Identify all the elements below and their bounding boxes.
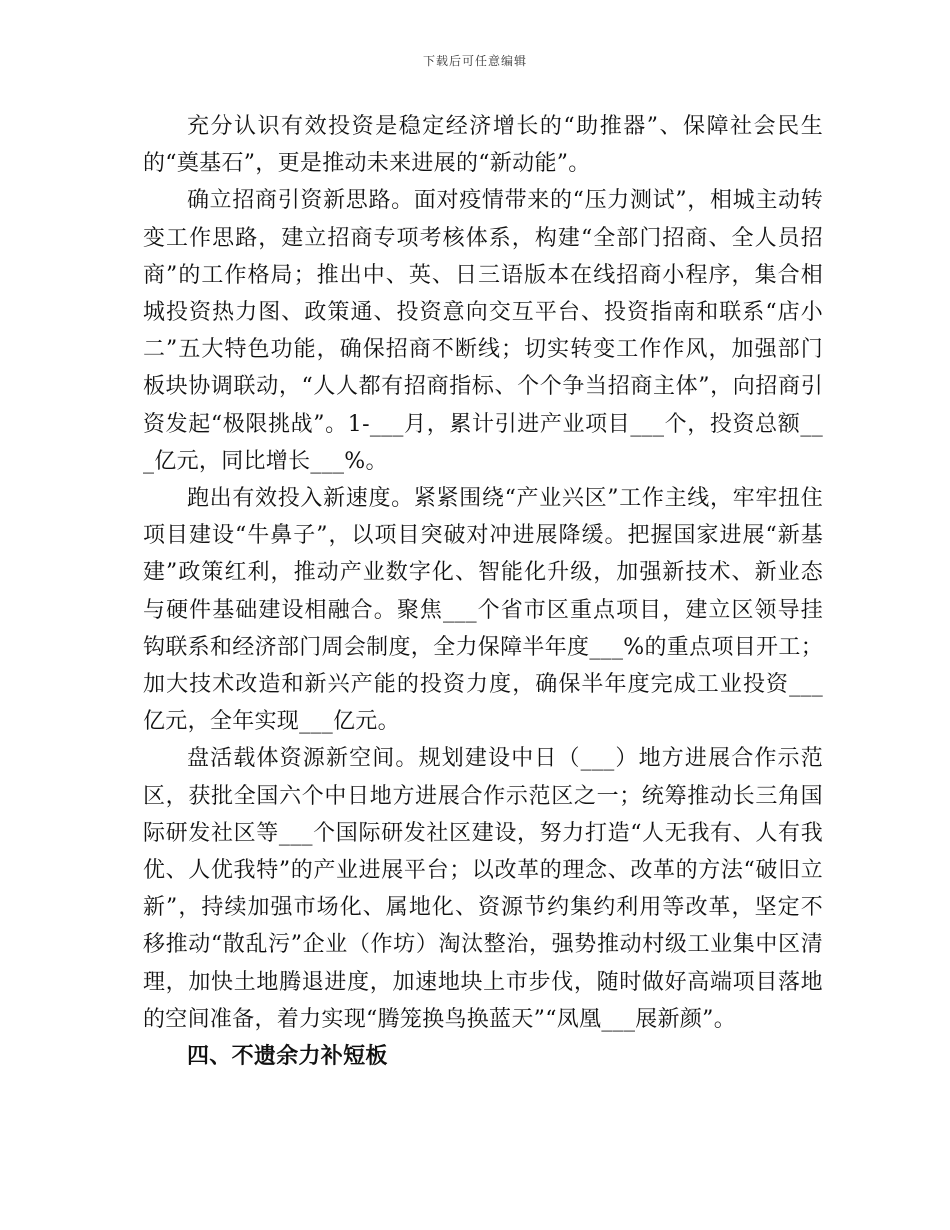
page-header: 下载后可任意编辑 bbox=[422, 54, 527, 68]
document-body bbox=[143, 108, 823, 1075]
section-heading: 四、不遗余力补短板 bbox=[187, 1043, 388, 1070]
paragraph-investment-intro: 充分认识有效投资是稳定经济增长的“助推器”、保障社会民生的“奠基石”，更是推动未来进展的“新动能”。 bbox=[143, 114, 823, 177]
paragraph-investment-strategy: 确立招商引资新思路。面对疫情带来的“压力测试”，相城主动转变工作思路，建立招商专项考核体系，构建“全部门招商、全人员招商”的工作格局；推出中、英、日三语版本在线招商小程序，集合相城投资热力图、政策通、投资意向交互平台、投资指南和联系“店小二”五大特色功能，确保招商不断线；切实转变工作作风，加强部门板块协调联动，“人人都有招商指标、个个争当招商主体”，向招商引资发起“极限挑战”。1-___月，累计引进产业项目___个，投资总额___亿元，同比增长___%。 bbox=[143, 188, 823, 474]
paragraph-resource-space: 盘活载体资源新空间。规划建设中日（___）地方进展合作示范区，获批全国六个中日地方进展合作示范区之一；统筹推动长三角国际研发社区等___个国际研发社区建设，努力打造“人无我有、人有我优、人优我特”的产业进展平台；以改革的理念、改革的方法“破旧立新”，持续加强市场化、属地化、资源节约集约利用等改革，坚定不移推动“散乱污”企业（作坊）淘汰整治，强势推动村级工业集中区清理，加快土地腾退进度，加速地块上市步伐，随时做好高端项目落地的空间准备，着力实现“腾笼换鸟换蓝天”“凤凰___展新颜”。 bbox=[143, 746, 823, 1032]
paragraph-investment-speed: 跑出有效投入新速度。紧紧围绕“产业兴区”工作主线，牢牢扭住项目建设“牛鼻子”，以项目突破对冲进展降缓。把握国家进展“新基建”政策红利，推动产业数字化、智能化升级，加强新技术、新业态与硬件基础建设相融合。聚焦___个省市区重点项目，建立区领导挂钩联系和经济部门周会制度，全力保障半年度___%的重点项目开工；加大技术改造和新兴产能的投资力度，确保半年度完成工业投资___亿元，全年实现___亿元。 bbox=[143, 486, 823, 735]
